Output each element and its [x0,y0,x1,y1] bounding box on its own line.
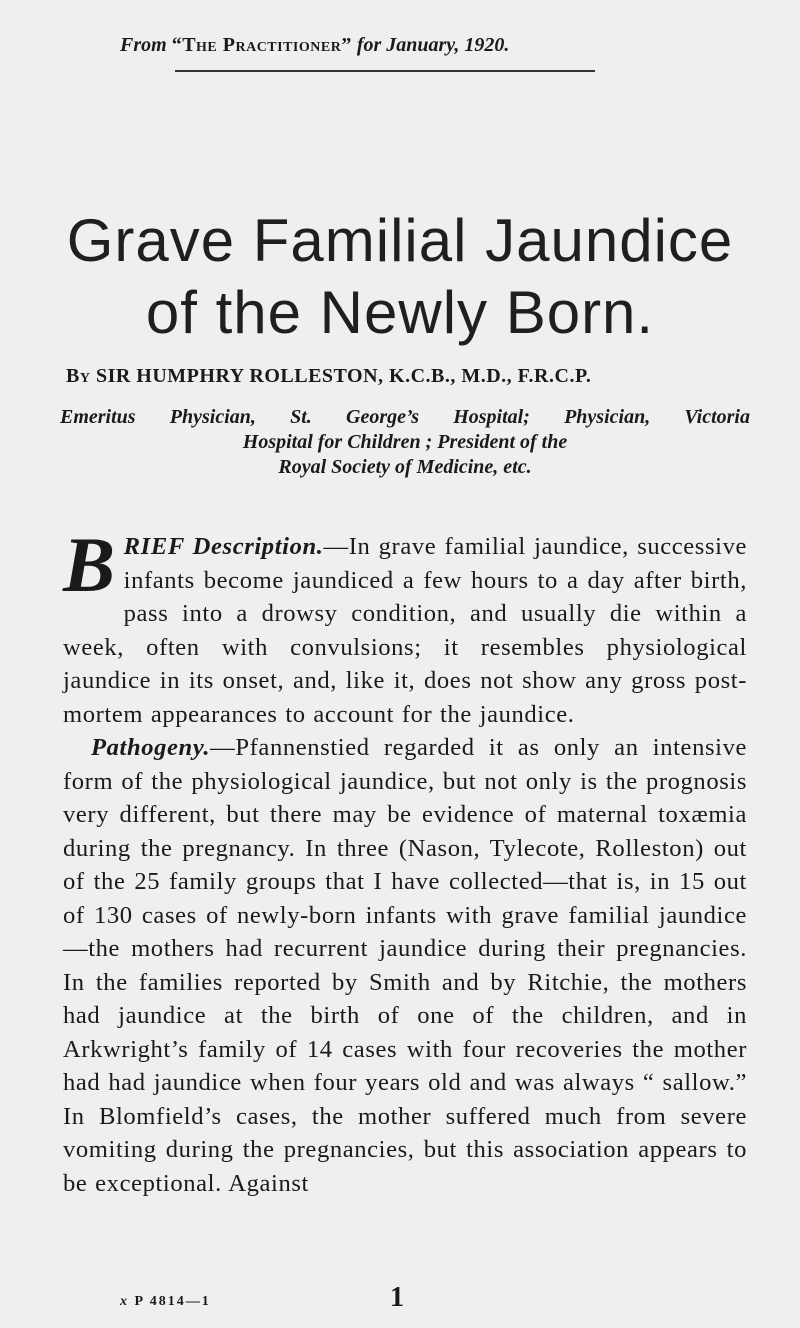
source-line [120,34,720,57]
article-title [0,205,800,349]
printer-code-x: x [120,1294,129,1309]
byline-prefix: By [66,365,91,387]
drop-cap: B [63,521,116,608]
source-suffix: for January, 1920. [351,34,510,56]
affiliation-line-1: Emeritus Physician, St. George’s Hospital; Physician, Victoria [60,406,750,428]
page-number: 1 [390,1282,404,1313]
paragraph-description [63,521,747,731]
paragraph-description-text: —In grave familial jaundice, successive infants become jaundiced a few hours to a day after birth, pass into a drowsy condition, and usually die within a week, often with convulsions; it resembles physiological jaundice in its onset, and, like it, does not show any gross post-mortem appearances to account for the jaundice. [63,533,747,728]
section-heading-pathogeny: Pathogeny. [91,734,211,761]
article-body [63,521,747,1200]
section-heading-description: RIEF Description. [123,533,324,560]
paragraph-pathogeny-text: —Pfannenstied regarded it as only an intensive form of the physiological jaundice, but not only is the prognosis very different, but there may be evidence of maternal toxæmia during the pregnancy. In three (Nason, Tylecote, Rolleston) out of the 25 family groups that I have collected—that is, in 15 out of 130 cases of newly-born infants with grave familial jaundice—the mothers had recurrent jaundice during their pregnancies. In the families reported by Smith and by Ritchie, the mothers had jaundice at the birth of one of the children, and in Arkwright’s family of 14 cases with four recoveries the mother had had jaundice when four years old and was always “ sallow.” In Blomfield’s cases, the mother suffered much from severe vomiting during the pregnancies, but this association appears to be exceptional. Against [63,734,747,1197]
source-journal: “The Practitioner” [171,34,352,56]
affiliation-line-3: Royal Society of Medicine, etc. [278,456,532,478]
byline-author: SIR HUMPHRY ROLLESTON, K.C.B., M.D., F.R.C.P. [90,365,592,387]
author-affiliation [60,405,750,480]
title-line-1: Grave Familial Jaundice [66,207,734,274]
printer-code-number: P 4814—1 [129,1294,211,1309]
paragraph-pathogeny [63,731,747,1200]
source-prefix: From [120,34,172,56]
affiliation-line-2: Hospital for Children ; President of the [242,431,568,453]
title-line-2: of the Newly Born. [145,279,655,346]
printer-code [120,1294,211,1310]
header-rule [175,70,595,72]
byline [66,365,746,388]
